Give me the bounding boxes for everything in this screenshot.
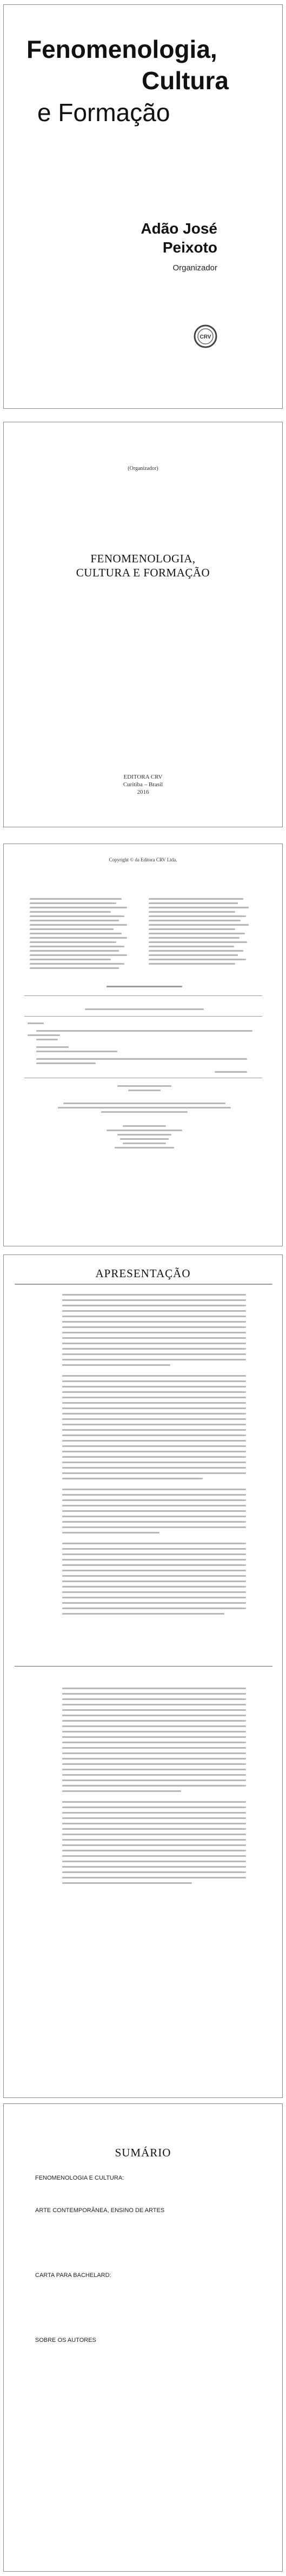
crv-logo-icon bbox=[193, 324, 218, 349]
copyright-spread bbox=[0, 844, 286, 1249]
cover-author-last: Peixoto bbox=[162, 239, 217, 256]
catalog-rule-top bbox=[24, 995, 262, 996]
toc-entry-1[interactable] bbox=[35, 2174, 251, 2182]
title-page-place: Curitiba – Brasil bbox=[123, 781, 163, 788]
copyright-page bbox=[3, 844, 283, 1246]
review-note bbox=[107, 986, 182, 987]
toc-spread bbox=[0, 2103, 286, 2576]
title-page-title-line2: CULTURA E FORMAÇÃO bbox=[76, 566, 210, 579]
copyright-line: Copyright © da Editora CRV Ltda. bbox=[109, 857, 177, 862]
toc-entry-title: SOBRE OS AUTORES bbox=[35, 2337, 96, 2343]
cover-role: Organizador bbox=[172, 263, 217, 273]
cover-spread bbox=[0, 0, 286, 411]
presentation-spread bbox=[0, 1254, 286, 2098]
toc-entry-6[interactable] bbox=[35, 2336, 251, 2344]
presentation-page-break bbox=[15, 1666, 272, 1667]
toc-entry-2[interactable] bbox=[35, 2207, 251, 2214]
cover-page bbox=[3, 4, 283, 409]
presentation-page bbox=[3, 1254, 283, 2098]
title-page-title-line1: FENOMENOLOGIA, bbox=[90, 552, 196, 565]
catalog-rule-mid bbox=[24, 1016, 262, 1017]
title-page-publisher: EDITORA CRV bbox=[123, 774, 163, 780]
toc-entry-title: FENOMENOLOGIA E CULTURA: bbox=[35, 2175, 124, 2181]
presentation-heading: APRESENTAÇÃO bbox=[95, 1267, 191, 1280]
title-page-year: 2016 bbox=[137, 789, 149, 795]
title-spread bbox=[0, 422, 286, 833]
cover-title-line1: Fenomenologia, bbox=[26, 35, 217, 63]
toc-entry-title: CARTA PARA BACHELARD: bbox=[35, 2272, 111, 2279]
cover-title-line3: e Formação bbox=[37, 98, 170, 127]
cover-author-first: Adão José bbox=[141, 220, 217, 237]
title-page bbox=[3, 422, 283, 827]
toc-page bbox=[3, 2103, 283, 2572]
toc-entry-title: ARTE CONTEMPORÂNEA, ENSINO DE ARTES bbox=[35, 2207, 165, 2214]
logo-text: CRV bbox=[199, 334, 211, 340]
title-page-organizer-role: (Organizador) bbox=[128, 466, 158, 472]
toc-heading: SUMÁRIO bbox=[115, 2146, 171, 2159]
toc-entry-4[interactable] bbox=[35, 2272, 251, 2279]
presentation-top-rule bbox=[15, 1284, 272, 1285]
cover-title-line2: Cultura bbox=[142, 67, 229, 95]
